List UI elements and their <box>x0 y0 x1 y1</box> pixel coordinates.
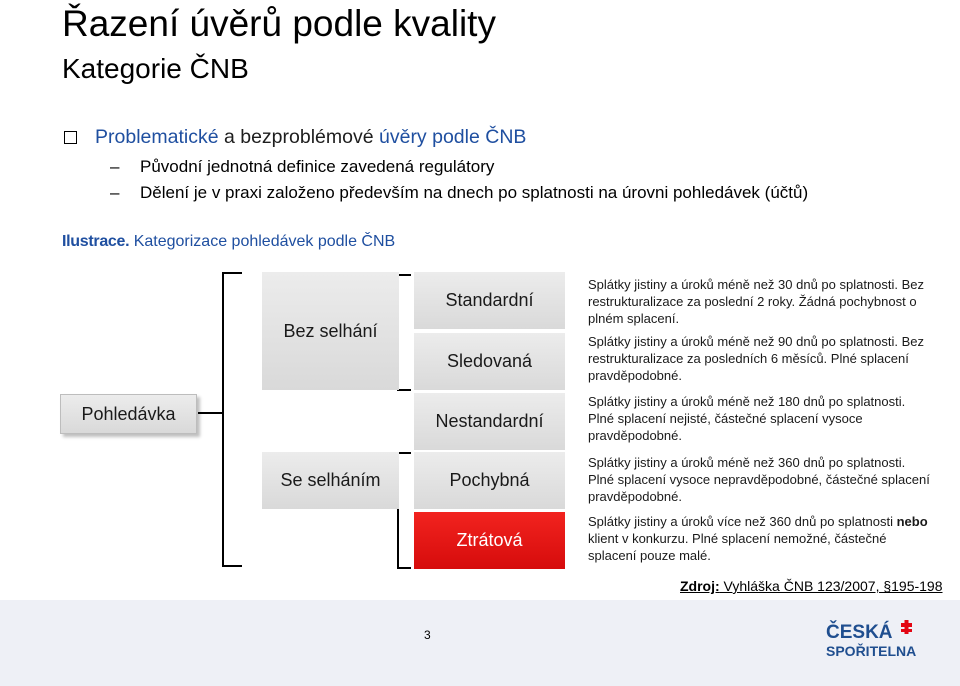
illustration-caption <box>62 231 395 253</box>
logo-graphic <box>824 620 920 660</box>
source-label: Zdroj: <box>680 578 720 594</box>
sub-point <box>110 182 808 204</box>
checkbox-bullet-icon <box>64 131 77 144</box>
bracket-line <box>222 565 242 567</box>
bracket-line <box>397 274 411 276</box>
illustration-label: Ilustrace. <box>62 233 130 250</box>
logo-line2: SPOŘITELNA <box>826 643 917 659</box>
sub-point <box>110 156 494 178</box>
category-label: Sledovaná <box>446 351 533 371</box>
bracket-line <box>397 389 411 391</box>
description-doubtful: Splátky jistiny a úroků méně než 360 dnů po splatnosti. Plné splacení vysoce nepravděpodobné, částečné splacení pravděpodobné. <box>588 455 930 504</box>
main-bullet <box>64 124 526 150</box>
description-standard: Splátky jistiny a úroků méně než 30 dnů po splatnosti. Bez restrukturalizace za poslední 2 roky. Žádná pochybnost o plném splacení. <box>588 277 925 326</box>
group-node-no-default <box>262 272 399 390</box>
root-label: Pohledávka <box>81 403 176 424</box>
ceska-sporitelna-logo <box>824 620 920 660</box>
category-standard <box>414 272 565 329</box>
description-loss <box>588 513 938 564</box>
category-label: Pochybná <box>449 470 530 490</box>
logo-symbol-icon <box>901 620 912 634</box>
category-label: Ztrátová <box>456 530 523 550</box>
description-substandard: Splátky jistiny a úroků méně než 180 dnů po splatnosti. Plné splacení nejisté, částečné splacení vysoce pravděpodobné. <box>588 394 906 443</box>
illustration-text: Kategorizace pohledávek podle ČNB <box>129 233 396 250</box>
category-label: Nestandardní <box>435 411 544 431</box>
group-node-default <box>262 452 399 509</box>
category-substandard <box>414 393 565 450</box>
category-doubtful <box>414 452 565 509</box>
sub-point-text: Původní jednotná definice zavedená regulátory <box>140 157 495 176</box>
bullet-text-1: Problematické <box>95 126 219 148</box>
root-node <box>60 394 197 434</box>
dash-icon: – <box>110 157 120 176</box>
footer-band <box>0 600 960 686</box>
description-watch: Splátky jistiny a úroků méně než 90 dnů po splatnosti. Bez restrukturalizace za posledních 6 měsíců. Plné splacení pravděpodobné. <box>588 334 925 383</box>
description-text: Splátky jistiny a úroků více než 360 dnů po splatnosti <box>588 514 897 529</box>
bullet-text-3: úvěry podle ČNB <box>379 126 527 148</box>
page-number: 3 <box>424 628 431 642</box>
group-label: Bez selhání <box>283 320 378 341</box>
description-bold: nebo <box>896 514 928 529</box>
category-watch <box>414 333 565 390</box>
bracket-line <box>397 567 411 569</box>
group-label: Se selháním <box>280 470 381 490</box>
bracket-line <box>222 272 224 566</box>
bullet-text-2: a bezproblémové <box>218 126 379 148</box>
category-label: Standardní <box>445 290 534 310</box>
page-subtitle: Kategorie ČNB <box>62 53 249 84</box>
dash-icon: – <box>110 183 120 202</box>
sub-point-text: Dělení je v praxi založeno především na dnech po splatnosti na úrovni pohledávek (účtů) <box>140 183 809 202</box>
source-text: Vyhláška ČNB 123/2007, §195-198 <box>719 578 943 594</box>
bracket-line <box>397 452 411 454</box>
description-text: klient v konkurzu. Plné splacení nemožné, částečné splacení pouze malé. <box>588 531 887 563</box>
page-title: Řazení úvěrů podle kvality <box>62 3 496 44</box>
bracket-line <box>222 272 242 274</box>
connector-line <box>198 412 222 414</box>
source-note <box>680 577 943 595</box>
category-loss <box>414 512 565 569</box>
logo-line1: ČESKÁ <box>826 622 893 643</box>
